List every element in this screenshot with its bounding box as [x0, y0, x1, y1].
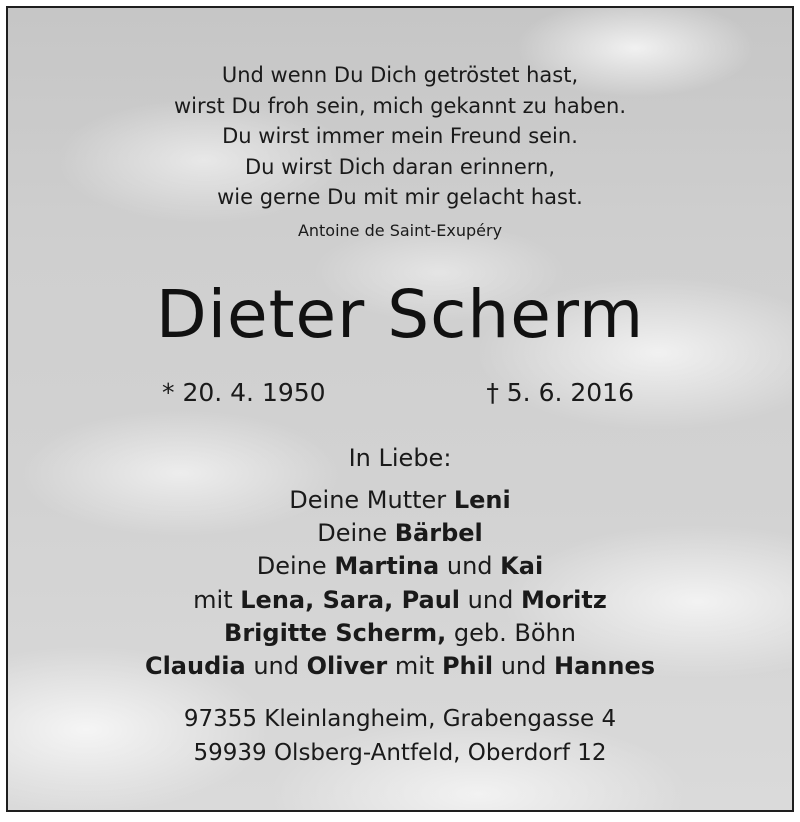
- mourner-text: und: [493, 652, 555, 681]
- mourner-name: Leni: [453, 486, 511, 514]
- mourner-line: [8, 517, 792, 550]
- mourner-line: [8, 617, 792, 650]
- poem-line: Und wenn Du Dich getröstet hast,: [221, 63, 579, 87]
- mourner-line: [8, 550, 792, 583]
- poem-line: Du wirst immer mein Freund sein.: [222, 124, 578, 149]
- mourner-name: Bärbel: [394, 519, 483, 548]
- address-line: 97355 Kleinlangheim, Grabengasse 4: [183, 706, 617, 732]
- addresses: [8, 702, 792, 770]
- poem-line: Du wirst Dich daran erinnern,: [244, 154, 556, 179]
- mourner-text: mit: [387, 652, 442, 681]
- poem-author: Antoine de Saint-Exupéry: [297, 221, 503, 240]
- obituary-notice: [6, 6, 794, 812]
- mourner-name: Kai: [500, 552, 544, 581]
- deceased-name: Dieter Scherm: [155, 276, 645, 353]
- mourner-name: Lena, Sara, Paul: [240, 585, 461, 614]
- mourner-name: Martina: [334, 552, 440, 581]
- mourner-text: Deine: [317, 519, 395, 548]
- mourner-name: Claudia: [144, 652, 246, 681]
- mourner-name: Oliver: [306, 652, 388, 681]
- birth-date: * 20. 4. 1950: [162, 378, 326, 407]
- mourners-list: [8, 484, 792, 683]
- mourner-name: Brigitte Scherm,: [224, 618, 447, 647]
- mourner-text: und: [439, 552, 501, 581]
- mourner-text: und: [245, 652, 307, 681]
- mourner-text: Deine Mutter: [289, 486, 454, 514]
- mourners-heading: In Liebe:: [348, 444, 452, 472]
- address-line: 59939 Olsberg-Antfeld, Oberdorf 12: [193, 740, 607, 766]
- mourner-text: Deine: [256, 552, 335, 581]
- mourner-name: Phil: [441, 652, 494, 681]
- mourner-line: [8, 584, 792, 617]
- mourner-line: [8, 650, 792, 683]
- mourner-name: Moritz: [520, 585, 607, 614]
- poem-line: wirst Du froh sein, mich gekannt zu haben.: [173, 93, 627, 118]
- mourner-line: [8, 484, 792, 517]
- mourner-text: mit: [193, 585, 241, 614]
- mourner-name: Hannes: [554, 652, 656, 681]
- poem-quote: [8, 60, 792, 213]
- death-date: † 5. 6. 2016: [486, 378, 634, 407]
- mourner-text: und: [460, 585, 521, 614]
- mourner-text: geb. Böhn: [446, 618, 576, 647]
- poem-line: wie gerne Du mit mir gelacht hast.: [217, 185, 583, 210]
